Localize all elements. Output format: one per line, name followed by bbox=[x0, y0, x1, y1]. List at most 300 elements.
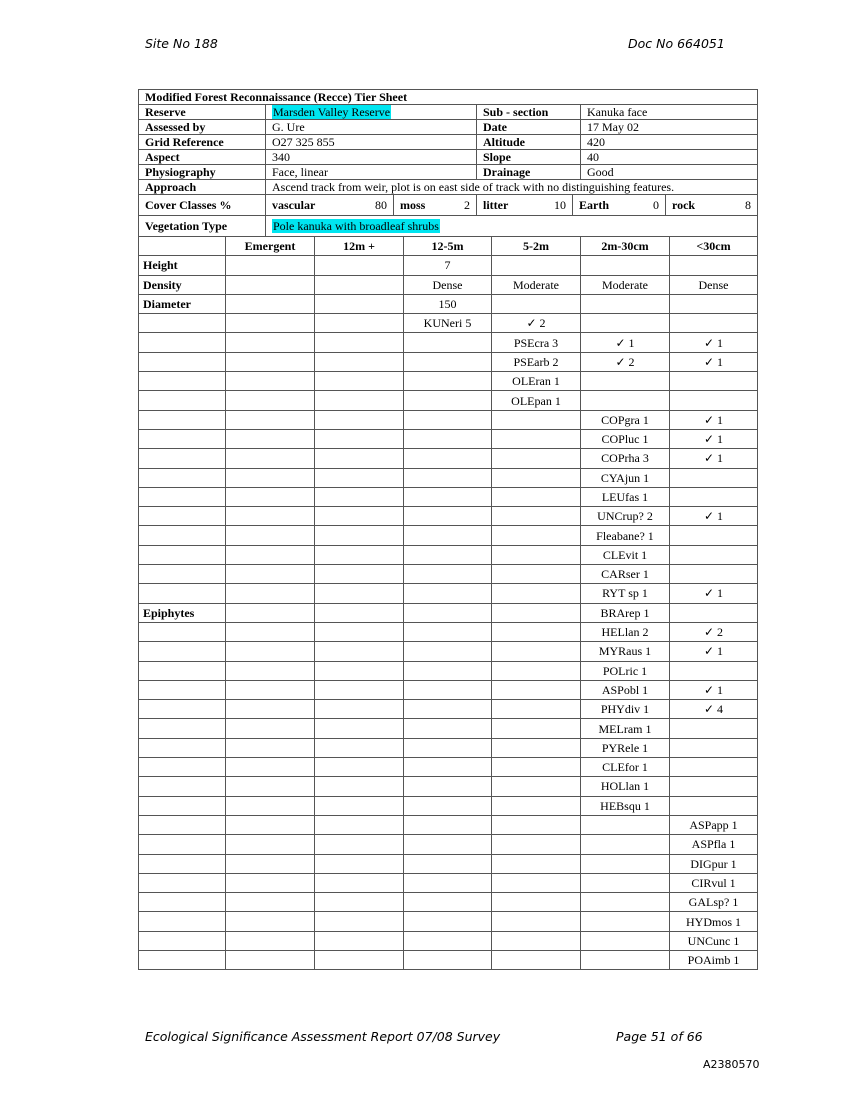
cover-class-cell bbox=[477, 195, 573, 216]
species-cell bbox=[226, 487, 315, 506]
table-row bbox=[139, 796, 758, 815]
species-cell bbox=[404, 893, 492, 912]
table-row bbox=[139, 835, 758, 854]
species-cell bbox=[404, 931, 492, 950]
species-cell bbox=[315, 661, 404, 680]
species-cell: POAimb 1 bbox=[670, 950, 758, 969]
species-cell bbox=[226, 777, 315, 796]
row-label bbox=[139, 622, 226, 641]
species-cell: MELram 1 bbox=[581, 719, 670, 738]
species-cell bbox=[226, 429, 315, 448]
table-row bbox=[139, 410, 758, 429]
info-label: Slope bbox=[477, 150, 581, 165]
tier-header: 12m + bbox=[315, 237, 404, 256]
species-cell: COPrha 3 bbox=[581, 449, 670, 468]
species-cell bbox=[315, 468, 404, 487]
species-cell bbox=[226, 603, 315, 622]
species-cell bbox=[492, 565, 581, 584]
cover-class-value: 2 bbox=[464, 198, 470, 212]
table-row bbox=[139, 912, 758, 931]
species-cell: RYT sp 1 bbox=[581, 584, 670, 603]
species-cell: ✓ 1 bbox=[670, 333, 758, 352]
species-cell bbox=[315, 294, 404, 313]
species-cell bbox=[492, 661, 581, 680]
row-label bbox=[139, 642, 226, 661]
species-cell bbox=[492, 622, 581, 641]
species-cell: Fleabane? 1 bbox=[581, 526, 670, 545]
species-cell bbox=[226, 622, 315, 641]
species-cell: MYRaus 1 bbox=[581, 642, 670, 661]
species-cell: COPgra 1 bbox=[581, 410, 670, 429]
info-row bbox=[139, 120, 758, 135]
species-cell bbox=[492, 700, 581, 719]
row-label bbox=[139, 410, 226, 429]
species-cell bbox=[404, 815, 492, 834]
species-cell bbox=[670, 487, 758, 506]
row-label bbox=[139, 391, 226, 410]
species-cell bbox=[404, 526, 492, 545]
row-label bbox=[139, 545, 226, 564]
species-cell bbox=[315, 333, 404, 352]
table-row bbox=[139, 931, 758, 950]
species-cell: UNCrup? 2 bbox=[581, 507, 670, 526]
species-cell: POLric 1 bbox=[581, 661, 670, 680]
approach-value: Ascend track from weir, plot is on east side of track with no distinguishing features. bbox=[266, 180, 758, 195]
row-label bbox=[139, 507, 226, 526]
table-row bbox=[139, 950, 758, 969]
cover-class-cell bbox=[666, 195, 758, 216]
species-cell: ✓ 1 bbox=[670, 410, 758, 429]
species-cell bbox=[404, 738, 492, 757]
species-cell bbox=[492, 835, 581, 854]
doc-number: Doc No 664051 bbox=[628, 36, 725, 51]
row-label: Diameter bbox=[139, 294, 226, 313]
cover-class-name: moss bbox=[400, 198, 426, 212]
species-cell: PSEcra 3 bbox=[492, 333, 581, 352]
species-cell bbox=[315, 912, 404, 931]
species-cell bbox=[404, 410, 492, 429]
species-cell bbox=[492, 294, 581, 313]
cover-class-value: 0 bbox=[653, 198, 659, 212]
row-label bbox=[139, 487, 226, 506]
species-cell bbox=[670, 796, 758, 815]
species-cell bbox=[226, 294, 315, 313]
row-label bbox=[139, 796, 226, 815]
species-cell bbox=[670, 314, 758, 333]
info-label: Reserve bbox=[139, 105, 266, 120]
cover-class-cell bbox=[394, 195, 477, 216]
reserve-name: Marsden Valley Reserve bbox=[273, 105, 391, 119]
species-cell bbox=[404, 758, 492, 777]
cover-classes-label: Cover Classes % bbox=[139, 195, 266, 216]
species-cell bbox=[404, 372, 492, 391]
species-cell bbox=[670, 738, 758, 757]
species-cell bbox=[315, 796, 404, 815]
row-label: Epiphytes bbox=[139, 603, 226, 622]
info-label: Sub - section bbox=[477, 105, 581, 120]
species-cell bbox=[492, 758, 581, 777]
species-cell bbox=[670, 545, 758, 564]
species-cell: ✓ 2 bbox=[670, 622, 758, 641]
species-cell bbox=[226, 410, 315, 429]
species-cell bbox=[670, 719, 758, 738]
row-label bbox=[139, 950, 226, 969]
species-cell bbox=[581, 256, 670, 275]
species-cell bbox=[315, 815, 404, 834]
species-cell bbox=[315, 526, 404, 545]
species-cell bbox=[404, 603, 492, 622]
species-cell bbox=[315, 893, 404, 912]
row-label bbox=[139, 931, 226, 950]
info-row bbox=[139, 135, 758, 150]
row-label bbox=[139, 680, 226, 699]
species-cell: CLEvit 1 bbox=[581, 545, 670, 564]
cover-class-name: Earth bbox=[579, 198, 609, 212]
species-cell: ✓ 1 bbox=[670, 429, 758, 448]
species-cell bbox=[404, 584, 492, 603]
row-label bbox=[139, 700, 226, 719]
species-cell bbox=[492, 256, 581, 275]
table-row bbox=[139, 642, 758, 661]
table-row bbox=[139, 661, 758, 680]
species-cell bbox=[226, 642, 315, 661]
tier-header: <30cm bbox=[670, 237, 758, 256]
species-cell bbox=[492, 680, 581, 699]
table-row bbox=[139, 758, 758, 777]
species-cell bbox=[581, 835, 670, 854]
species-cell: Moderate bbox=[581, 275, 670, 294]
table-row bbox=[139, 294, 758, 313]
species-cell bbox=[492, 603, 581, 622]
species-cell bbox=[315, 700, 404, 719]
info-value: Kanuka face bbox=[581, 105, 758, 120]
species-cell bbox=[670, 468, 758, 487]
table-row bbox=[139, 565, 758, 584]
species-cell: HEBsqu 1 bbox=[581, 796, 670, 815]
species-cell bbox=[404, 333, 492, 352]
species-cell bbox=[492, 931, 581, 950]
species-cell bbox=[492, 796, 581, 815]
species-cell bbox=[315, 777, 404, 796]
species-cell: HYDmos 1 bbox=[670, 912, 758, 931]
species-cell bbox=[492, 468, 581, 487]
tier-header: 2m-30cm bbox=[581, 237, 670, 256]
species-cell bbox=[670, 391, 758, 410]
table-row bbox=[139, 873, 758, 892]
species-cell bbox=[226, 854, 315, 873]
cover-class-name: litter bbox=[483, 198, 509, 212]
species-cell bbox=[226, 545, 315, 564]
species-cell bbox=[492, 950, 581, 969]
species-cell bbox=[492, 584, 581, 603]
species-cell bbox=[492, 545, 581, 564]
cover-class-cell bbox=[266, 195, 394, 216]
table-row bbox=[139, 352, 758, 371]
species-cell bbox=[404, 777, 492, 796]
row-label bbox=[139, 835, 226, 854]
table-row bbox=[139, 719, 758, 738]
species-cell bbox=[226, 661, 315, 680]
species-cell bbox=[670, 661, 758, 680]
species-cell bbox=[404, 391, 492, 410]
species-cell bbox=[315, 314, 404, 333]
species-cell: CARser 1 bbox=[581, 565, 670, 584]
species-cell: ✓ 1 bbox=[670, 352, 758, 371]
info-value: G. Ure bbox=[266, 120, 477, 135]
species-cell: BRArep 1 bbox=[581, 603, 670, 622]
species-cell: OLEran 1 bbox=[492, 372, 581, 391]
species-cell bbox=[492, 893, 581, 912]
species-cell bbox=[315, 603, 404, 622]
species-cell bbox=[226, 507, 315, 526]
tier-grid bbox=[138, 236, 758, 970]
species-cell bbox=[492, 854, 581, 873]
info-value bbox=[266, 105, 477, 120]
row-label bbox=[139, 584, 226, 603]
row-label bbox=[139, 333, 226, 352]
tier-header: 12-5m bbox=[404, 237, 492, 256]
species-cell bbox=[226, 912, 315, 931]
table-row bbox=[139, 391, 758, 410]
table-row bbox=[139, 429, 758, 448]
species-cell: ✓ 1 bbox=[670, 680, 758, 699]
row-label bbox=[139, 449, 226, 468]
row-label bbox=[139, 815, 226, 834]
cover-class-name: vascular bbox=[272, 198, 316, 212]
info-row bbox=[139, 105, 758, 120]
info-label: Grid Reference bbox=[139, 135, 266, 150]
species-cell: ASPfla 1 bbox=[670, 835, 758, 854]
row-label bbox=[139, 352, 226, 371]
species-cell bbox=[581, 950, 670, 969]
species-cell bbox=[226, 893, 315, 912]
row-label bbox=[139, 873, 226, 892]
species-cell bbox=[404, 912, 492, 931]
species-cell bbox=[492, 912, 581, 931]
species-cell bbox=[315, 758, 404, 777]
species-cell: HELlan 2 bbox=[581, 622, 670, 641]
vegetation-type-label: Vegetation Type bbox=[139, 216, 266, 237]
species-cell bbox=[492, 738, 581, 757]
species-cell bbox=[492, 777, 581, 796]
species-cell bbox=[404, 700, 492, 719]
species-cell: CLEfor 1 bbox=[581, 758, 670, 777]
species-cell bbox=[315, 410, 404, 429]
species-cell bbox=[226, 372, 315, 391]
page-number: Page 51 of 66 bbox=[616, 1029, 703, 1044]
row-label bbox=[139, 661, 226, 680]
species-cell bbox=[404, 854, 492, 873]
species-cell bbox=[404, 661, 492, 680]
species-cell bbox=[581, 391, 670, 410]
info-value: Good bbox=[581, 165, 758, 180]
info-label: Aspect bbox=[139, 150, 266, 165]
info-label: Altitude bbox=[477, 135, 581, 150]
species-cell bbox=[315, 391, 404, 410]
species-cell bbox=[404, 950, 492, 969]
species-cell bbox=[581, 912, 670, 931]
table-row bbox=[139, 526, 758, 545]
species-cell bbox=[581, 815, 670, 834]
table-row bbox=[139, 372, 758, 391]
species-cell: 7 bbox=[404, 256, 492, 275]
species-cell bbox=[315, 835, 404, 854]
table-row bbox=[139, 333, 758, 352]
species-cell: ✓ 1 bbox=[670, 449, 758, 468]
document-reference: A2380570 bbox=[703, 1058, 760, 1071]
table-row bbox=[139, 777, 758, 796]
species-cell bbox=[315, 622, 404, 641]
species-cell bbox=[670, 565, 758, 584]
species-cell bbox=[226, 584, 315, 603]
species-cell bbox=[581, 294, 670, 313]
species-cell bbox=[492, 642, 581, 661]
row-label bbox=[139, 912, 226, 931]
species-cell bbox=[226, 565, 315, 584]
info-row bbox=[139, 150, 758, 165]
info-label: Assessed by bbox=[139, 120, 266, 135]
vegetation-type-cell bbox=[266, 216, 758, 237]
species-cell: HOLlan 1 bbox=[581, 777, 670, 796]
species-cell: ✓ 1 bbox=[670, 584, 758, 603]
species-cell bbox=[581, 931, 670, 950]
species-cell bbox=[581, 314, 670, 333]
row-label bbox=[139, 429, 226, 448]
site-number: Site No 188 bbox=[145, 36, 218, 51]
tier-header: Emergent bbox=[226, 237, 315, 256]
cover-classes-table bbox=[138, 194, 758, 216]
species-cell bbox=[315, 719, 404, 738]
species-cell bbox=[404, 487, 492, 506]
species-cell bbox=[315, 352, 404, 371]
row-label bbox=[139, 314, 226, 333]
species-cell bbox=[315, 680, 404, 699]
species-cell: CYAjun 1 bbox=[581, 468, 670, 487]
species-cell bbox=[492, 507, 581, 526]
species-cell bbox=[581, 873, 670, 892]
info-value: Face, linear bbox=[266, 165, 477, 180]
species-cell bbox=[404, 468, 492, 487]
table-row bbox=[139, 507, 758, 526]
row-label: Height bbox=[139, 256, 226, 275]
species-cell: ✓ 2 bbox=[492, 314, 581, 333]
info-value: 17 May 02 bbox=[581, 120, 758, 135]
species-cell bbox=[315, 931, 404, 950]
species-cell bbox=[492, 815, 581, 834]
vegetation-type-table bbox=[138, 215, 758, 237]
info-value: 340 bbox=[266, 150, 477, 165]
species-cell bbox=[226, 314, 315, 333]
species-cell: Dense bbox=[670, 275, 758, 294]
species-cell bbox=[404, 642, 492, 661]
row-label bbox=[139, 719, 226, 738]
species-cell bbox=[492, 449, 581, 468]
approach-label: Approach bbox=[139, 180, 266, 195]
species-cell: ✓ 2 bbox=[581, 352, 670, 371]
row-label bbox=[139, 777, 226, 796]
species-cell bbox=[226, 526, 315, 545]
table-row bbox=[139, 854, 758, 873]
species-cell bbox=[315, 854, 404, 873]
species-cell bbox=[670, 256, 758, 275]
row-label bbox=[139, 893, 226, 912]
table-row bbox=[139, 738, 758, 757]
species-cell bbox=[315, 507, 404, 526]
species-cell: ASPobl 1 bbox=[581, 680, 670, 699]
table-row bbox=[139, 584, 758, 603]
species-cell bbox=[492, 873, 581, 892]
cover-class-value: 80 bbox=[375, 198, 387, 212]
species-cell: OLEpan 1 bbox=[492, 391, 581, 410]
species-cell bbox=[315, 565, 404, 584]
species-cell bbox=[404, 622, 492, 641]
table-row bbox=[139, 275, 758, 294]
species-cell bbox=[404, 545, 492, 564]
row-label bbox=[139, 468, 226, 487]
species-cell: ✓ 4 bbox=[670, 700, 758, 719]
species-cell bbox=[670, 372, 758, 391]
species-cell bbox=[581, 893, 670, 912]
species-cell: KUNeri 5 bbox=[404, 314, 492, 333]
table-row bbox=[139, 545, 758, 564]
species-cell bbox=[226, 738, 315, 757]
species-cell bbox=[492, 487, 581, 506]
species-cell: ASPapp 1 bbox=[670, 815, 758, 834]
cover-class-name: rock bbox=[672, 198, 696, 212]
row-label bbox=[139, 526, 226, 545]
species-cell bbox=[670, 758, 758, 777]
species-cell bbox=[226, 873, 315, 892]
species-cell bbox=[404, 429, 492, 448]
species-cell bbox=[226, 333, 315, 352]
vegetation-type-value: Pole kanuka with broadleaf shrubs bbox=[273, 219, 439, 233]
recce-tier-sheet bbox=[138, 89, 757, 970]
species-cell bbox=[226, 680, 315, 699]
species-cell bbox=[315, 256, 404, 275]
species-cell bbox=[315, 642, 404, 661]
species-cell bbox=[315, 738, 404, 757]
species-cell bbox=[226, 449, 315, 468]
table-row bbox=[139, 256, 758, 275]
species-cell bbox=[226, 758, 315, 777]
species-cell bbox=[670, 777, 758, 796]
species-cell bbox=[226, 352, 315, 371]
species-cell bbox=[315, 873, 404, 892]
table-row bbox=[139, 603, 758, 622]
species-cell bbox=[315, 584, 404, 603]
tier-header-row bbox=[139, 237, 758, 256]
species-cell bbox=[404, 565, 492, 584]
tier-header: 5-2m bbox=[492, 237, 581, 256]
species-cell: ✓ 1 bbox=[581, 333, 670, 352]
species-cell bbox=[492, 526, 581, 545]
table-row bbox=[139, 487, 758, 506]
info-value: 420 bbox=[581, 135, 758, 150]
species-cell bbox=[404, 835, 492, 854]
species-cell bbox=[226, 931, 315, 950]
species-cell bbox=[226, 391, 315, 410]
species-cell bbox=[315, 275, 404, 294]
cover-class-value: 10 bbox=[554, 198, 566, 212]
species-cell bbox=[404, 449, 492, 468]
species-cell bbox=[226, 275, 315, 294]
species-cell bbox=[670, 526, 758, 545]
species-cell bbox=[315, 950, 404, 969]
species-cell bbox=[404, 507, 492, 526]
row-label bbox=[139, 738, 226, 757]
species-cell bbox=[226, 950, 315, 969]
row-label bbox=[139, 565, 226, 584]
